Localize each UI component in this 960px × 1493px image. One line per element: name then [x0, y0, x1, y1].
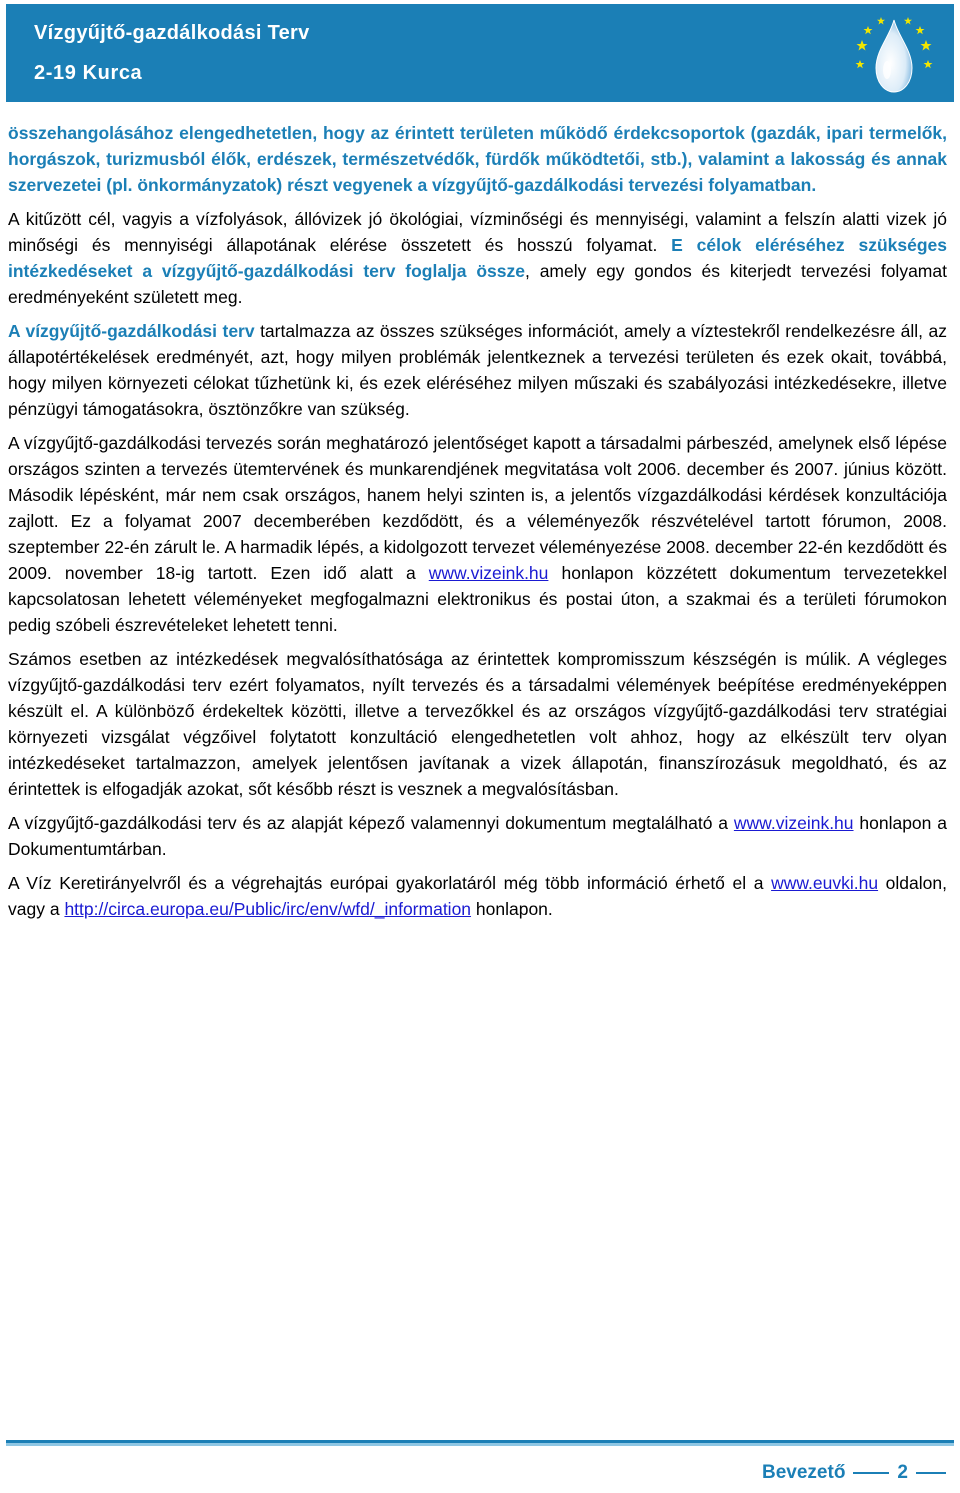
documents-text: A vízgyűjtő-gazdálkodási terv és az alapját képező valamennyi dokumentum megtalálható a	[8, 813, 734, 833]
document-title: Vízgyűjtő-gazdálkodási Terv	[34, 22, 310, 44]
footer-dash-right	[916, 1472, 946, 1474]
paragraph-documents	[8, 810, 947, 862]
dialogue-text-end: honlapon közzétett dokumentum tervezetekkel kapcsolatosan lehetett véleményeket megfogalmazni elektronikus és postai úton, a szakmai és a területi fórumokon pedig szóbeli észrevételeket lehetett tenni.	[8, 563, 948, 635]
footer-divider	[6, 1440, 954, 1446]
more-info-mid: oldalon, vagy a	[8, 873, 947, 919]
water-drop-eu-stars-icon	[846, 10, 940, 96]
compromise-text: Számos esetben az intézkedések megvalósíthatósága az érintettek kompromisszum készségén is múlik. A végleges vízgyűjtő-gazdálkodási terv ezért folyamatos, nyílt tervezés és a társadalmi vélemények beépítése eredményeképpen készült el. A különböző érdekeltek közötti, illetve a tervezőkkel és az országos vízgyűjtő-gazdálkodási terv stratégiai környezeti vizsgálat végzőivel folytatott konzultáció elengedhetetlen volt ahhoz, hogy az elkészült terv olyan intézkedéseket tartalmazzon, amelyek jelentősen javítanak a vizek állapotán, finanszírozásuk megoldható, és az érintettek is elfogadják azokat, sőt később részt is vesznek a megvalósításban.	[8, 649, 947, 799]
page-number: 2	[897, 1462, 908, 1483]
footer-section: Bevezető	[762, 1462, 846, 1483]
document-body	[8, 120, 947, 930]
goal-highlight: E célok eléréséhez szükséges intézkedéseket a vízgyűjtő-gazdálkodási terv foglalja össze	[8, 235, 948, 281]
documents-text-end: honlapon a Dokumentumtárban.	[8, 813, 947, 859]
paragraph-goal	[8, 206, 947, 310]
paragraph-compromise	[8, 646, 947, 802]
paragraph-stakeholders	[8, 120, 947, 198]
document-subtitle: 2-19 Kurca	[34, 62, 143, 84]
stakeholders-text: összehangolásához elengedhetetlen, hogy az érintett területen működő érdekcsoportok (gazdák, ipari termelők, horgászok, turizmusból élők, erdészek, természetvédők, fürdők működtetői, stb.), valamint a lakosság és annak szervezetei (pl. önkormányzatok) részt vegyenek a vízgyűjtő-gazdálkodási tervezési folyamatban.	[8, 123, 947, 195]
goal-text: A kitűzött cél, vagyis a vízfolyások, állóvizek jó ökológiai, vízminőségi és mennyiségi, valamint a felszín alatti vizek jó minőségi és mennyiségi állapotának elérése összetett és hosszú folyamat.	[8, 209, 947, 255]
dialogue-text: A vízgyűjtő-gazdálkodási tervezés során meghatározó jelentőséget kapott a társadalmi párbeszéd, amelynek első lépése országos szinten a tervezés ütemtervének és munkarendjének megvitatása volt 2006. december és 2007. június között. Második lépésként, már nem csak országos, hanem helyi szinten is, a jelentős vízgazdálkodási kérdések konzultációja zajlott. Ez a folyamat 2007 decemberében kezdődött, és a véleményezők részvételével tartott fórumon, 2008. szeptember 22-én zárult le. A harmadik lépés, a kidolgozott tervezet véleményezése 2008. december 22-én kezdődött és 2009. november 18-ig tartott. Ezen idő alatt a	[8, 433, 947, 583]
circa-link[interactable]: http://circa.europa.eu/Public/irc/env/wfd/_information	[64, 899, 472, 919]
paragraph-social-dialogue	[8, 430, 947, 638]
more-info-text: A Víz Keretirányelvről és a végrehajtás európai gyakorlatáról még több információ érhető el a	[8, 873, 772, 893]
page-footer	[762, 1462, 946, 1484]
goal-text-end: , amely egy gondos és kiterjedt tervezési folyamat eredményeként született meg.	[8, 261, 947, 307]
page-header	[6, 4, 954, 102]
more-info-end: honlapon.	[471, 899, 553, 919]
euvki-link[interactable]: www.euvki.hu	[771, 873, 879, 893]
plan-contents-text: tartalmazza az összes szükséges információt, amely a víztestekről rendelkezésre áll, az állapotértékelések eredményét, azt, hogy milyen problémák jelentkeznek a tervezési területen és ezek okait, továbbá, hogy milyen környezeti célokat tűzhetünk ki, és ezek eléréséhez milyen műszaki és szabályozási intézkedésekre, illetve pénzügyi támogatásokra, ösztönzőkre van szükség.	[8, 321, 947, 419]
footer-dash	[853, 1472, 889, 1474]
vizeink-link[interactable]: www.vizeink.hu	[428, 563, 549, 583]
plan-title-highlight: A vízgyűjtő-gazdálkodási terv	[8, 321, 255, 341]
vizeink-docs-link[interactable]: www.vizeink.hu	[733, 813, 854, 833]
paragraph-more-info	[8, 870, 947, 922]
paragraph-plan-contents	[8, 318, 947, 422]
